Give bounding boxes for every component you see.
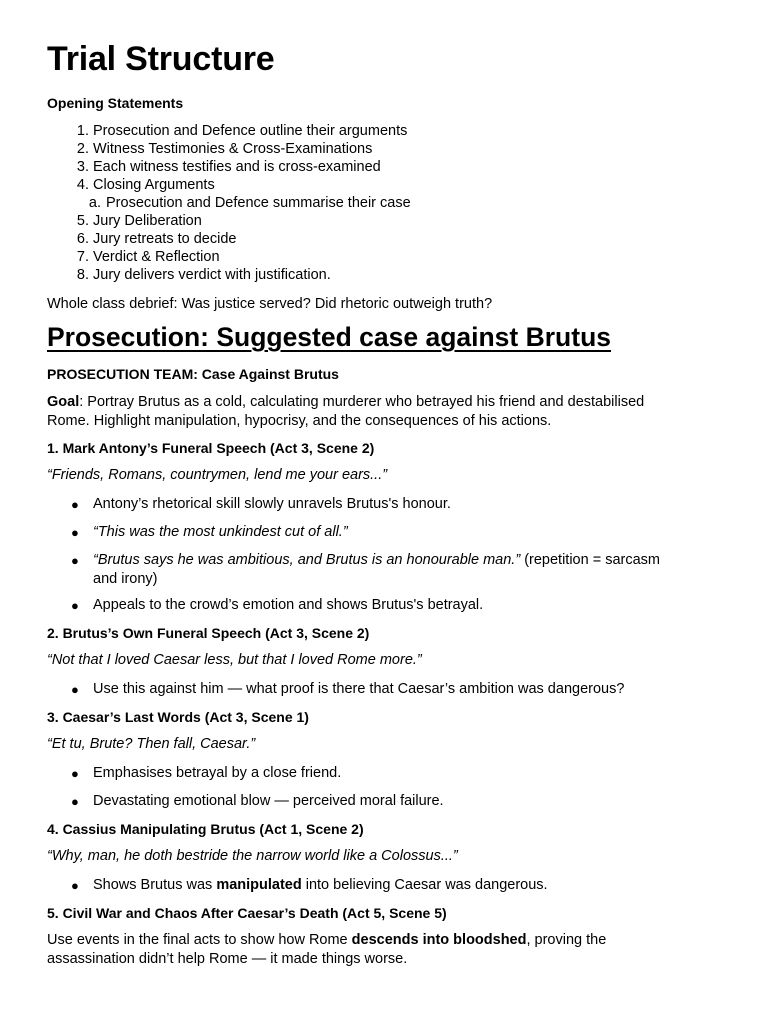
step-number: 1. [76,123,89,139]
list-item: Verdict & Reflection [93,249,220,265]
text-run: , proving the [526,932,607,948]
bullet-icon: ● [71,598,79,613]
bullet-icon: ● [71,553,79,568]
step-number: 3. [76,159,89,175]
point-heading: 5. Civil War and Chaos After Caesar’s Death (Act 5, Scene 5) [47,905,447,921]
note-inline-cont: and irony) [93,571,158,587]
goal-label: Goal [47,394,80,410]
goal-text-cont: Rome. Highlight manipulation, hypocrisy, and the consequences of his actions. [47,413,552,429]
point-heading: 3. Caesar’s Last Words (Act 3, Scene 1) [47,709,309,725]
list-item: Prosecution and Defence outline their arguments [93,123,408,139]
quote: “Why, man, he doth bestride the narrow world like a Colossus...” [47,848,458,864]
quote: “Not that I loved Caesar less, but that I loved Rome more.” [47,652,422,668]
prosecution-team-heading: PROSECUTION TEAM: Case Against Brutus [47,366,339,382]
list-item: Closing Arguments [93,177,215,193]
point-heading: 4. Cassius Manipulating Brutus (Act 1, Scene 2) [47,821,364,837]
list-item: Jury Deliberation [93,213,202,229]
text-run: assassination didn’t help Rome — it made things worse. [47,951,408,967]
list-item: Jury retreats to decide [93,231,237,247]
list-item: Use this against him — what proof is there that Caesar’s ambition was dangerous? [93,681,625,697]
step-number: 6. [76,231,89,247]
step-number: 8. [76,267,89,283]
goal-paragraph [47,393,717,431]
bullet-icon: ● [71,878,79,893]
quote: “Et tu, Brute? Then fall, Caesar.” [47,736,256,752]
list-item: “This was the most unkindest cut of all.” [93,524,348,540]
list-item: Antony’s rhetorical skill slowly unravels Brutus's honour. [93,496,451,512]
bullet-icon: ● [71,682,79,697]
list-item: Witness Testimonies & Cross-Examinations [93,141,373,157]
point-heading: 1. Mark Antony’s Funeral Speech (Act 3, Scene 2) [47,440,375,456]
emphasis: descends into bloodshed [351,932,527,948]
list-item: Emphasises betrayal by a close friend. [93,765,342,781]
quote-inline: “Brutus says he was ambitious, and Brutus is an honourable man.” [93,552,521,568]
text-run: into believing Caesar was dangerous. [301,877,548,893]
bullet-icon: ● [71,794,79,809]
text-run: Shows Brutus was [93,877,217,893]
point-heading: 2. Brutus’s Own Funeral Speech (Act 3, Scene 2) [47,625,370,641]
step-number: 4. [76,177,89,193]
opening-statements-heading: Opening Statements [47,95,184,111]
page-title: Trial Structure [47,40,275,78]
list-item [93,876,713,895]
quote: “Friends, Romans, countrymen, lend me your ears...” [47,467,388,483]
bullet-icon: ● [71,497,79,512]
list-item: Prosecution and Defence summarise their case [106,195,411,211]
prosecution-heading: Prosecution: Suggested case against Brutus [47,322,611,352]
step-number: a. [88,195,101,211]
list-item: Appeals to the crowd’s emotion and shows Brutus's betrayal. [93,597,484,613]
step-number: 2. [76,141,89,157]
goal-text: : Portray Brutus as a cold, calculating murderer who betrayed his friend and destabilised [79,394,645,410]
list-item: Jury delivers verdict with justification. [93,267,331,283]
point-paragraph [47,931,717,969]
list-item [93,551,713,589]
text-run: Use events in the final acts to show how Rome [47,932,352,948]
list-item: Each witness testifies and is cross-examined [93,159,381,175]
step-number: 7. [76,249,89,265]
note-inline: (repetition = sarcasm [524,552,660,568]
bullet-icon: ● [71,766,79,781]
bullet-icon: ● [71,525,79,540]
list-item: Devastating emotional blow — perceived moral failure. [93,793,444,809]
debrief-text: Whole class debrief: Was justice served? Did rhetoric outweigh truth? [47,296,493,312]
step-number: 5. [76,213,89,229]
emphasis: manipulated [216,877,302,893]
